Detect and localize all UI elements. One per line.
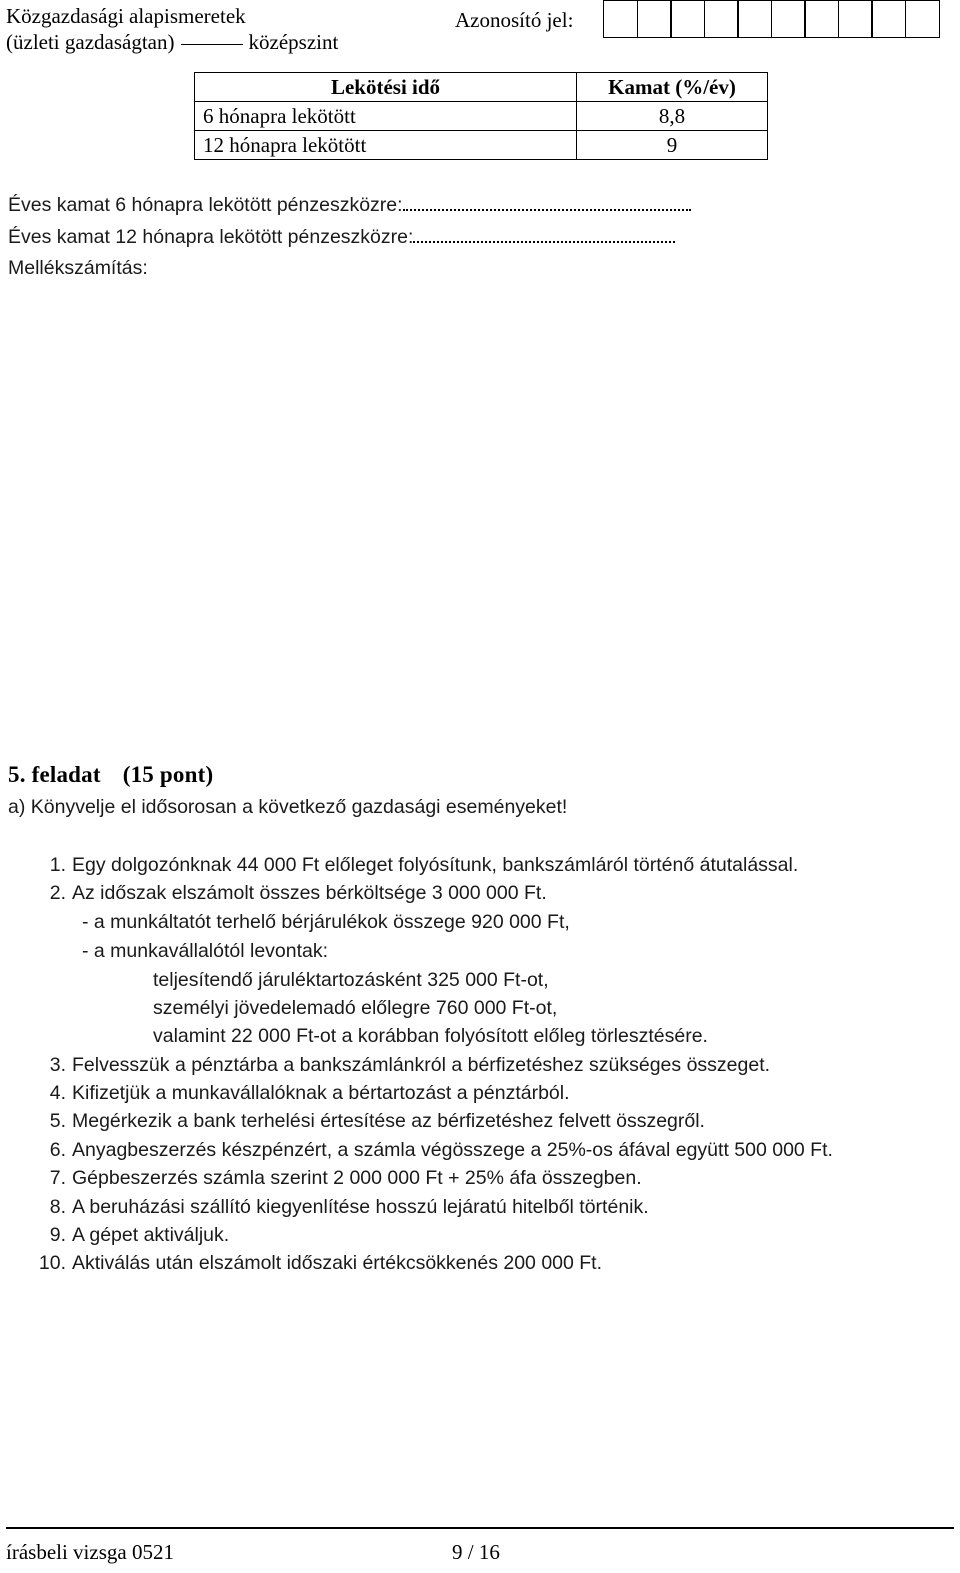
table-cell: 8,8 (577, 102, 768, 131)
answer-line-12-month (8, 226, 675, 249)
task-instruction: a) Könyvelje el idősorosan a következő gazdasági eseményeket! (8, 796, 568, 818)
id-box[interactable] (905, 0, 940, 38)
answer-line-label: Éves kamat 6 hónapra lekötött pénzeszközre: (8, 194, 403, 216)
id-box[interactable] (804, 0, 839, 38)
id-box[interactable] (838, 0, 873, 38)
table-row (195, 131, 768, 160)
task-number: 5. feladat (8, 762, 101, 787)
sub-item-employer-contributions: - a munkáltatót terhelő bérjárulékok összege 920 000 Ft, (82, 911, 570, 933)
item-text: Egy dolgozónknak 44 000 Ft előleget folyósítunk, bankszámláról történő átutalással. (72, 854, 799, 876)
footer-exam-code: írásbeli vizsga 0521 (6, 1540, 174, 1564)
page-number: 9 / 16 (452, 1540, 500, 1564)
id-boxes[interactable] (603, 0, 940, 38)
answer-line-label: Éves kamat 12 hónapra lekötött pénzeszközre: (8, 226, 414, 248)
id-box[interactable] (603, 0, 638, 38)
table-header-row (195, 73, 768, 102)
table-header-cell: Lekötési idő (195, 73, 577, 102)
item-text: Gépbeszerzés számla szerint 2 000 000 Ft + 25% áfa összegben. (72, 1167, 642, 1189)
table-cell: 6 hónapra lekötött (195, 102, 577, 131)
id-box[interactable] (637, 0, 672, 38)
item-number: 4. (49, 1082, 66, 1104)
item-text: A beruházási szállító kiegyenlítése hosszú lejáratú hitelből történik. (72, 1196, 649, 1218)
item-number: 8. (49, 1196, 66, 1218)
item-number: 3. (49, 1054, 66, 1076)
header-level-prefix: (üzleti gazdaságtan) (6, 30, 175, 54)
item-number: 6. (49, 1139, 66, 1161)
header-level-dash (181, 44, 243, 45)
item-text: Anyagbeszerzés készpénzért, a számla végösszege a 25%-os áfával együtt 500 000 Ft. (72, 1139, 833, 1161)
answer-line-6-month (8, 194, 691, 217)
answer-blank[interactable] (413, 239, 675, 243)
task-title (8, 762, 213, 788)
item-text: Megérkezik a bank terhelési értesítése az bérfizetéshez felvett összegről. (72, 1110, 705, 1132)
header-subject: Közgazdasági alapismeretek (6, 4, 246, 28)
footer-divider (6, 1527, 954, 1529)
deduction-line: valamint 22 000 Ft-ot a korábban folyósított előleg törlesztésére. (153, 1025, 708, 1047)
item-text: Felvesszük a pénztárba a bankszámlánkról a bérfizetéshez szükséges összeget. (72, 1054, 771, 1076)
header-level-suffix: középszint (248, 30, 339, 54)
table-cell: 9 (577, 131, 768, 160)
table-cell: 12 hónapra lekötött (195, 131, 577, 160)
task-points: (15 pont) (122, 762, 214, 787)
header-level (6, 30, 338, 54)
answer-blank[interactable] (403, 207, 691, 211)
sub-item-employee-deductions: - a munkavállalótól levontak: (82, 940, 329, 962)
item-number: 1. (49, 854, 66, 876)
id-label: Azonosító jel: (455, 8, 574, 32)
id-box[interactable] (737, 0, 772, 38)
id-box[interactable] (670, 0, 705, 38)
id-box[interactable] (771, 0, 806, 38)
table-header-cell: Kamat (%/év) (577, 73, 768, 102)
item-text: Aktiválás után elszámolt időszaki értékcsökkenés 200 000 Ft. (72, 1252, 603, 1274)
deduction-line: személyi jövedelemadó előlegre 760 000 Ft-ot, (153, 997, 558, 1019)
item-text: Az időszak elszámolt összes bérköltsége 3 000 000 Ft. (72, 882, 547, 904)
item-number: 10. (38, 1252, 66, 1274)
side-calculation-label: Mellékszámítás: (8, 257, 148, 279)
id-box[interactable] (871, 0, 906, 38)
deduction-line: teljesítendő járuléktartozásként 325 000 Ft-ot, (153, 969, 549, 991)
item-number: 2. (49, 882, 66, 904)
id-box[interactable] (704, 0, 739, 38)
item-text: Kifizetjük a munkavállalóknak a bértartozást a pénztárból. (72, 1082, 570, 1104)
item-text: A gépet aktiváljuk. (72, 1224, 230, 1246)
item-number: 9. (49, 1224, 66, 1246)
interest-rate-table (194, 72, 768, 160)
item-number: 5. (49, 1110, 66, 1132)
table-row (195, 102, 768, 131)
item-number: 7. (49, 1167, 66, 1189)
